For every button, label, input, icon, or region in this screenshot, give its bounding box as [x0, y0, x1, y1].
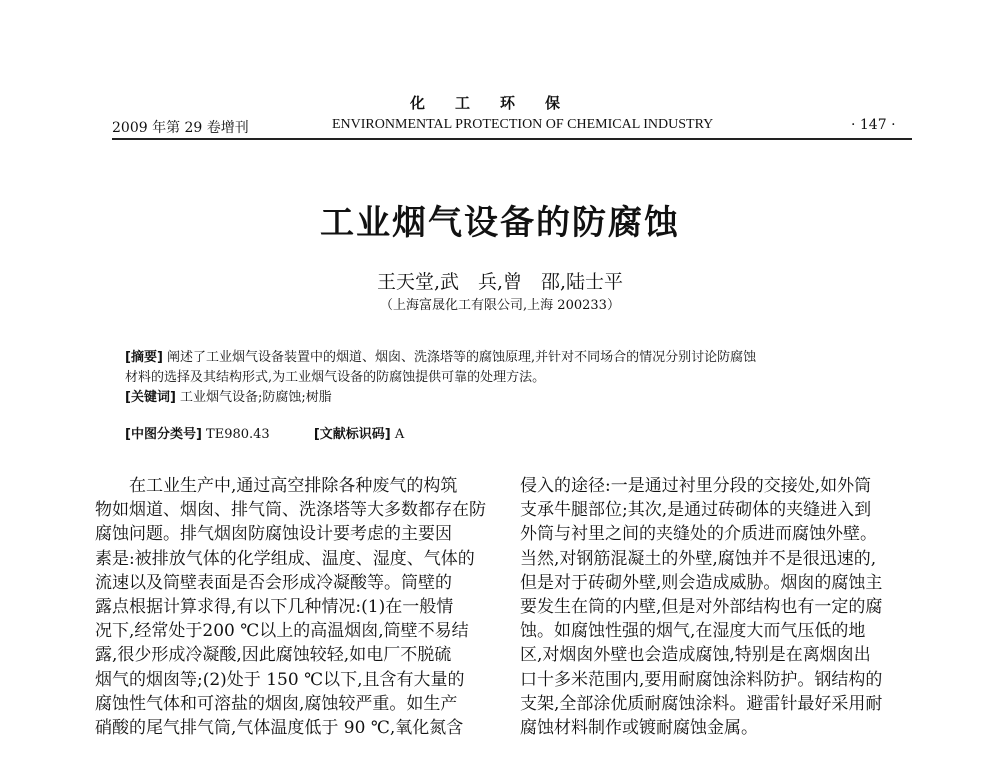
- header-rule: [112, 138, 912, 140]
- clc-label: [中图分类号]: [125, 427, 202, 442]
- body-line: 支承牛腿部位;其次,是通过砖砌体的夹缝进入到: [520, 500, 872, 521]
- body-line: 况下,经常处于200 ℃以上的高温烟囱,筒壁不易结: [95, 621, 469, 642]
- affiliation: （上海富晟化工有限公司,上海 200233）: [380, 298, 620, 313]
- body-line: 支架,全部涂优质耐腐蚀涂料。避雷针最好采用耐: [520, 693, 883, 714]
- body-line: 外筒与衬里之间的夹缝处的介质进而腐蚀外壁。: [520, 524, 877, 545]
- doc-code-value: A: [394, 427, 405, 442]
- body-column-left: [95, 474, 487, 740]
- body-line: 侵入的途径:一是通过衬里分段的交接处,如外筒: [520, 476, 872, 496]
- body-line: 在工业生产中,通过高空排除各种废气的构筑: [129, 476, 458, 496]
- body-line: 露,很少形成冷凝酸,因此腐蚀较轻,如电厂不脱硫: [95, 645, 452, 666]
- body-line: 当然,对钢筋混凝土的外壁,腐蚀并不是很迅速的,: [520, 548, 877, 569]
- body-line: 硝酸的尾气排气筒,气体温度低于 90 ℃,氧化氮含: [95, 718, 464, 739]
- clc-value: TE980.43: [206, 427, 270, 442]
- abstract-label: [摘要]: [125, 350, 163, 365]
- keywords-text: 工业烟气设备;防腐蚀;树脂: [180, 390, 332, 405]
- body-line: 口十多米范围内,要用耐腐蚀涂料防护。钢结构的: [520, 669, 883, 690]
- abstract-line-1: [125, 348, 895, 368]
- body-line: 素是:被排放气体的化学组成、温度、湿度、气体的: [95, 548, 475, 569]
- abstract-text-1: 阐述了工业烟气设备装置中的烟道、烟囱、洗涤塔等的腐蚀原理,并针对不同场合的情况分别讨论防腐蚀: [167, 350, 757, 365]
- page-number: · 147 ·: [851, 117, 896, 133]
- abstract-line-2: 材料的选择及其结构形式,为工业烟气设备的防腐蚀提供可靠的处理方法。: [125, 370, 546, 385]
- abstract: [125, 348, 895, 408]
- body-line: 流速以及筒壁表面是否会形成冷凝酸等。筒壁的: [95, 572, 452, 593]
- body-line: 露点根据计算求得,有以下几种情况:(1)在一般情: [95, 597, 454, 618]
- body-line: 烟气的烟囱等;(2)处于 150 ℃以下,且含有大量的: [95, 669, 465, 690]
- body-line: 腐蚀性气体和可溶盐的烟囱,腐蚀较严重。如生产: [95, 693, 458, 714]
- journal-title-cn: 化工环保: [409, 94, 590, 112]
- body-line: 腐蚀问题。排气烟囱防腐蚀设计要考虑的主要因: [95, 524, 452, 545]
- body-column-right: [520, 474, 912, 740]
- classification-line: [125, 423, 404, 442]
- author-list: 王天堂,武 兵,曾 邵,陆士平: [376, 271, 624, 293]
- body-line: 要发生在筒的内壁,但是对外部结构也有一定的腐: [520, 597, 883, 618]
- body-line: 腐蚀材料制作或镀耐腐蚀金属。: [520, 718, 758, 739]
- body-line: 区,对烟囱外壁也会造成腐蚀,特别是在离烟囱出: [520, 645, 871, 666]
- body-line: 但是对于砖砌外壁,则会造成威胁。烟囱的腐蚀主: [520, 572, 883, 593]
- keywords-line: [125, 388, 895, 408]
- article-title: 工业烟气设备的防腐蚀: [320, 203, 680, 243]
- journal-title-en: ENVIRONMENTAL PROTECTION OF CHEMICAL INDUSTRY: [332, 117, 714, 132]
- body-line: 蚀。如腐蚀性强的烟气,在湿度大而气压低的地: [520, 621, 866, 642]
- doc-code-label: [文献标识码]: [313, 427, 391, 442]
- body-line: 物如烟道、烟囱、排气筒、洗涤塔等大多数都存在防: [95, 500, 486, 521]
- issue-info: 2009 年第 29 卷增刊: [112, 120, 249, 136]
- keywords-label: [关键词]: [125, 390, 176, 405]
